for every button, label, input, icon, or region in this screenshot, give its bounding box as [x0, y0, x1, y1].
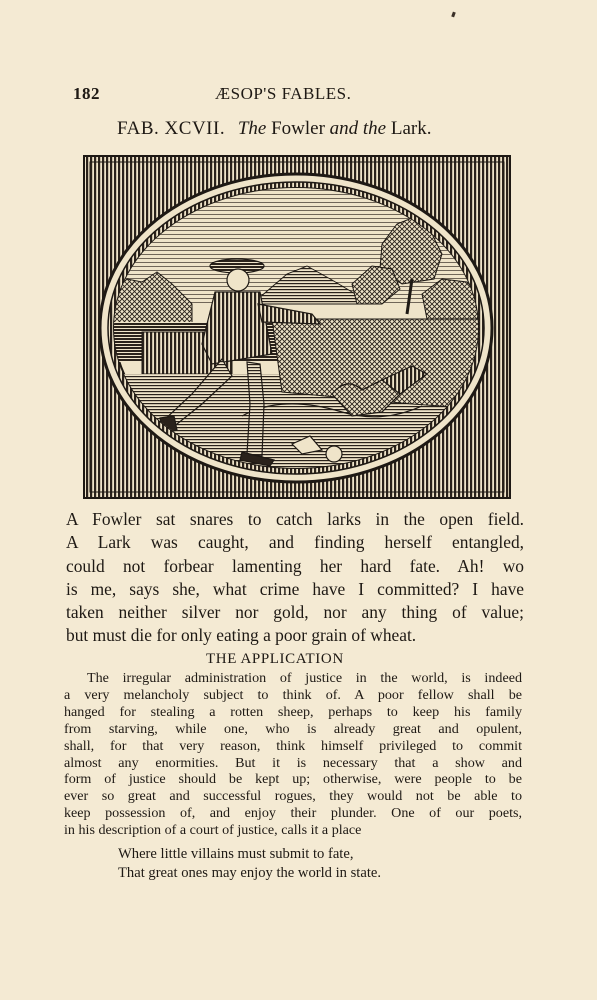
application-line: almost any enormities. But it is necessary that a show and: [64, 754, 522, 771]
application-line: from starving, while one, who is already great and opulent,: [64, 720, 522, 737]
fable-text-line: but must die for only eating a poor grain of wheat.: [66, 625, 417, 646]
fable-text-line: could not forbear lamenting her hard fate. Ah! wo: [66, 555, 524, 576]
fable-text: [66, 508, 524, 648]
verse-quote: [118, 845, 518, 883]
application-line: a very melancholy subject to think of. A poor fellow shall be: [64, 686, 522, 703]
application-line: keep possession of, and enjoy their plunder. One of our poets,: [64, 805, 522, 822]
application-line: The irregular administration of justice in the world, is indeed: [87, 670, 522, 686]
fable-text-line: taken neither silver nor gold, nor any thing of value;: [66, 602, 524, 623]
application-line: ever so great and successful rogues, they would not be able to: [64, 788, 522, 805]
application-line: form of justice should be kept up; otherwise, were people to be: [64, 771, 522, 788]
application-line: hanged for stealing a rotten sheep, perhaps to keep his family: [64, 703, 522, 720]
fable-title-lark: Lark.: [390, 118, 432, 139]
verse-line: That great ones may enjoy the world in state.: [118, 865, 382, 881]
fable-title-fowler: Fowler: [271, 118, 325, 139]
fable-text-line: A Fowler sat snares to catch larks in the open field.: [66, 509, 524, 529]
running-header: [73, 84, 473, 106]
application-heading: THE APPLICATION: [206, 651, 344, 667]
woodcut-illustration: [82, 154, 512, 500]
verse-line: Where little villains must submit to fate,: [118, 846, 354, 862]
fable-title-the: The: [237, 118, 267, 139]
page-number: 182: [73, 84, 100, 103]
ink-speck: [451, 12, 456, 18]
fable-text-line: A Lark was caught, and finding herself entangled,: [66, 532, 524, 553]
running-title: ÆSOP'S FABLES.: [215, 84, 352, 103]
application-line: in his description of a court of justice, calls it a place: [64, 822, 362, 839]
application-text: [64, 670, 522, 839]
fable-text-line: is me, says she, what crime have I committed? I have: [66, 578, 524, 599]
application-line: shall, for that very reason, think himself privileged to commit: [64, 737, 522, 754]
fable-number: FAB. XCVII.: [117, 118, 226, 139]
fable-title-and-the: and the: [329, 118, 387, 139]
fable-title: [117, 118, 497, 140]
